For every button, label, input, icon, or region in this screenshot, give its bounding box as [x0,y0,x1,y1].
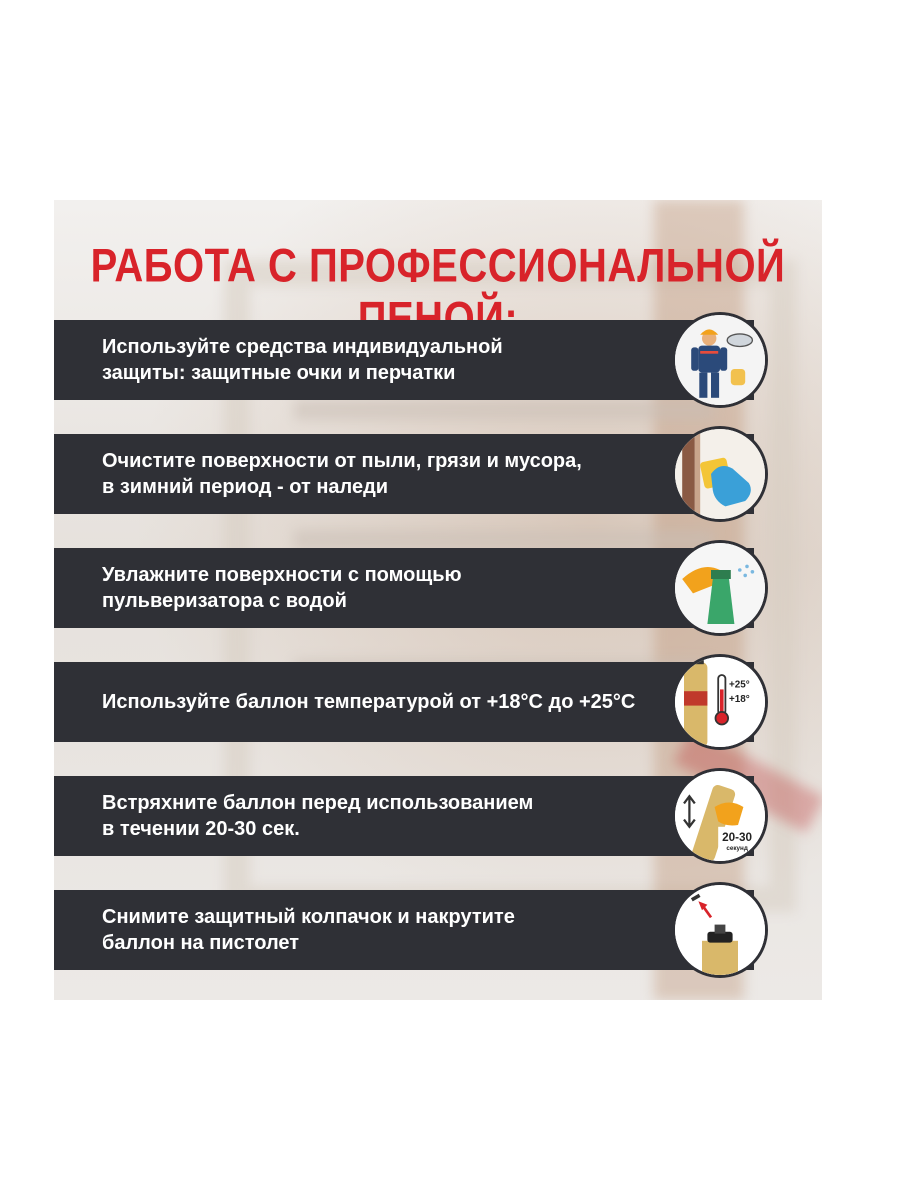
page-title: РАБОТА С ПРОФЕССИОНАЛЬНОЙ [90,240,786,292]
temp-low-label: +18° [729,694,750,705]
background-bar [294,400,714,420]
spray-bottle-icon [672,540,768,636]
shake-time-label: 20-30 [722,831,753,845]
thermometer-icon [672,654,768,750]
step-row-1 [54,320,754,400]
step-text-3: Увлажните поверхности с помощью пульверизатора с водой [102,564,462,612]
temp-high-label: +25° [729,679,750,691]
step-row-4 [54,662,754,742]
shake-can-icon [672,768,768,864]
step-text-2: Очистите поверхности от пыли, грязи и мусора, в зимний период - от наледи [102,450,582,498]
step-text-4: Используйте баллон температурой от +18°С до +25°С [102,691,636,713]
background-bar [294,530,714,550]
infographic-card [54,200,822,1000]
step-text-6: Снимите защитный колпачок и накрутите баллон на пистолет [102,906,515,954]
step-text-5: Встряхните баллон перед использованием в течении 20-30 сек. [102,792,534,840]
cleaning-glove-icon [672,426,768,522]
remove-cap-icon [672,882,768,978]
shake-unit-label: секунд [726,845,748,853]
step-row-3 [54,548,754,628]
step-row-6 [54,890,754,970]
step-row-5 [54,776,754,856]
step-text-1: Используйте средства индивидуальной защиты: защитные очки и перчатки [102,336,503,384]
protective-gear-icon [672,312,768,408]
step-row-2 [54,434,754,514]
